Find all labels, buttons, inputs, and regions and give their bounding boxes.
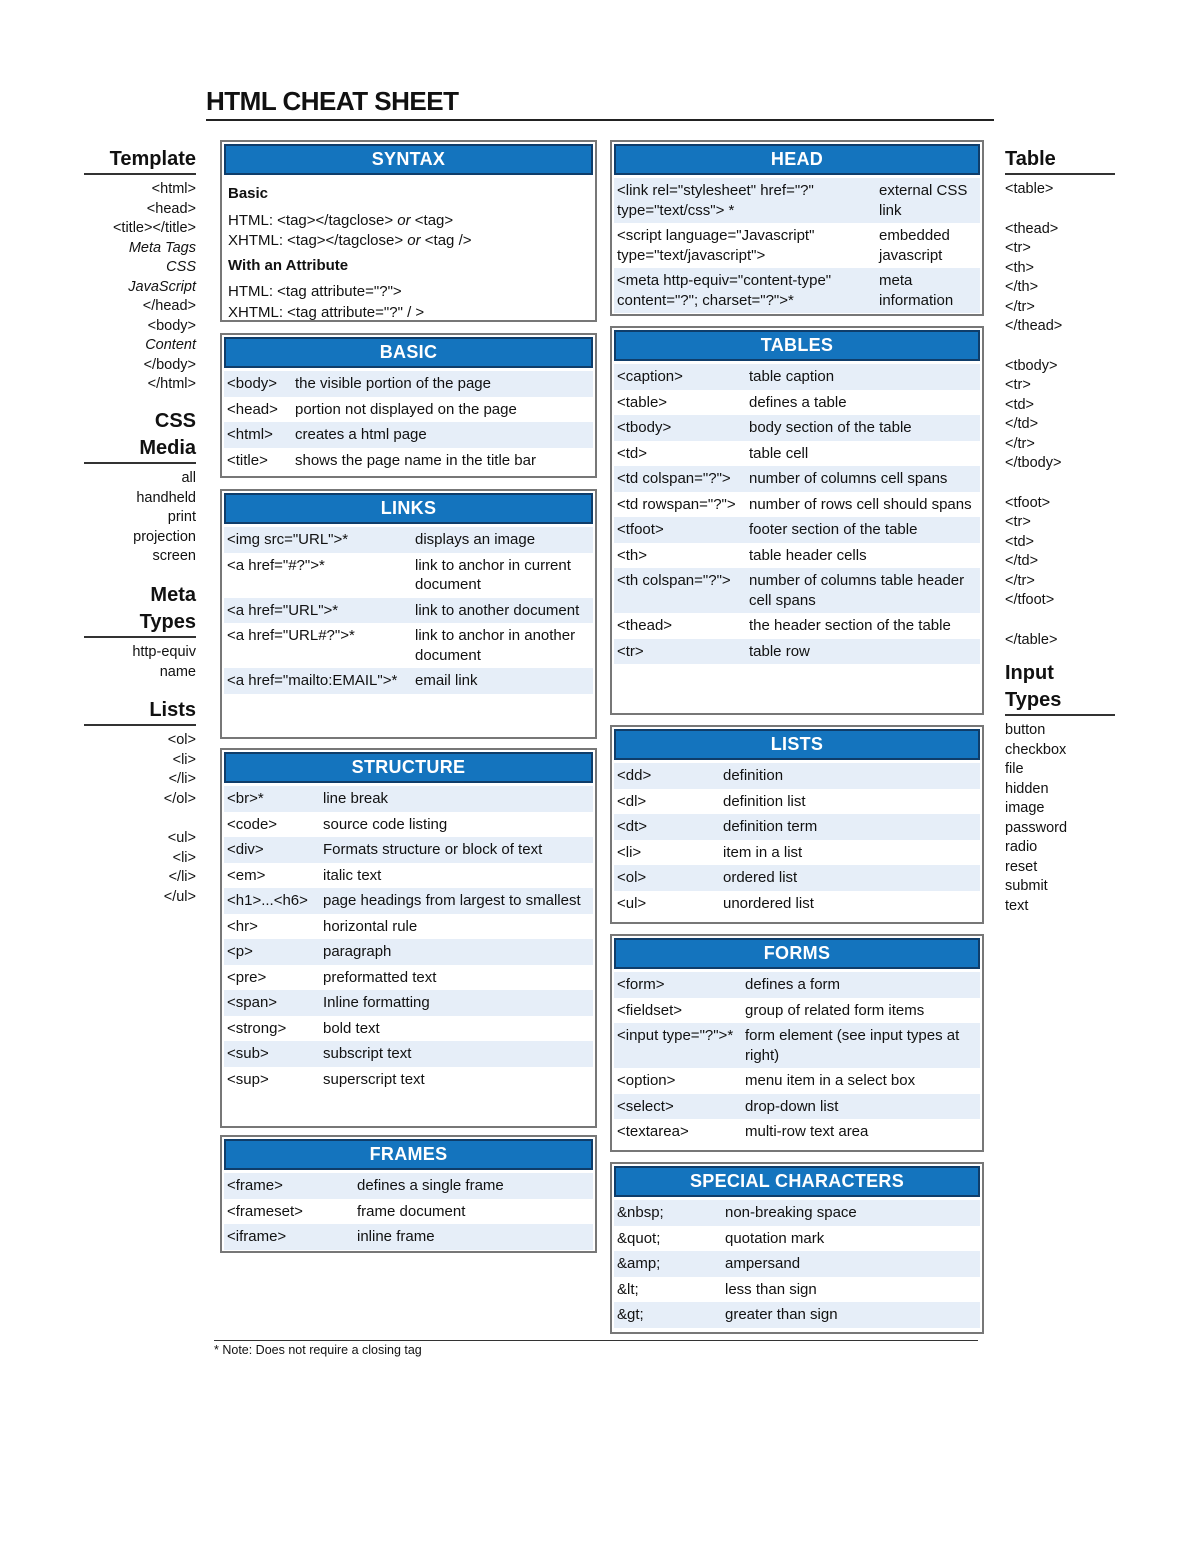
row-tag: <strong> [227,1019,287,1037]
row-tag: <img src="URL">* [227,531,349,548]
list-item: http-equiv [132,644,196,660]
table-row [614,1068,980,1094]
table-row [224,965,593,991]
row-description: subscript text [323,1045,412,1062]
table-row [224,812,593,838]
row-tag: <sup> [227,1070,269,1088]
table-row [224,553,593,598]
meta-types-heading-2: Types [84,609,196,638]
list-item: <tr> [1005,240,1031,256]
table-row [224,448,593,474]
row-description: source code listing [323,815,448,833]
row-tag: <table> [617,393,668,411]
row-description: horizontal rule [323,917,418,935]
meta-types-heading-1: Meta [150,584,196,606]
table-row [614,972,980,998]
row-description: creates a html page [295,426,427,443]
table-row [224,1041,593,1067]
row-tag: <th colspan="?"> [617,572,731,589]
list-item: password [1005,819,1068,836]
syntax-title: SYNTAX [224,144,593,175]
row-tag: <th> [617,546,648,564]
table-row [224,1199,593,1225]
list-item: <li> [172,751,196,768]
row-description: less than sign [725,1280,817,1298]
table-row [614,364,980,390]
list-item: <body> [147,317,196,334]
row-tag: <meta http-equiv="content-type" content="?"; charset="?">* [617,272,832,309]
table-row [614,1251,980,1277]
row-tag: <title> [227,451,268,469]
row-tag: <form> [617,976,665,993]
structure-title: STRUCTURE [224,752,593,783]
list-item: </body> [143,356,196,373]
list-item: </ol> [163,790,196,807]
table-row [614,865,980,891]
row-tag: <td colspan="?"> [617,470,731,487]
row-tag: <a href="#?">* [227,556,325,574]
list-item: <tr> [1005,377,1031,393]
list-item: </table> [1005,631,1058,648]
row-description: drop-down list [745,1097,839,1115]
row-description: email link [415,672,478,689]
table-row [614,492,980,518]
links-title: LINKS [224,493,593,524]
table-row [224,786,593,812]
row-tag: <html> [227,426,273,443]
row-description: link to another document [415,601,580,619]
table-row [614,1277,980,1303]
table-row [614,517,980,543]
row-tag: <textarea> [617,1123,689,1140]
table-row [614,390,980,416]
table-row [614,415,980,441]
structure-panel [220,748,597,1128]
row-tag: <tfoot> [617,521,664,538]
row-description: Formats structure or block of text [323,841,543,858]
list-item: </tfoot> [1005,592,1055,608]
list-item: print [167,509,196,525]
list-item: <html> [151,181,196,197]
input-types-heading-2: Types [1005,687,1115,716]
row-description: external CSS link [879,182,968,219]
list-item: Content [145,337,196,353]
list-item: </td> [1005,553,1039,569]
special-characters-panel [610,1162,984,1334]
table-row [614,891,980,917]
row-tag: <input type="?">* [617,1027,734,1044]
row-tag: &nbsp; [617,1204,664,1221]
list-item: <ul> [167,830,196,846]
row-description: table header cells [749,546,867,564]
syntax-basic-label: Basic [228,185,269,202]
list-item: submit [1005,878,1048,894]
row-tag: <dd> [617,767,652,784]
table-row [614,998,980,1024]
list-item: hidden [1005,780,1049,797]
row-description: number of columns table header cell spans [749,572,965,609]
list-item: </tbody> [1005,455,1062,471]
forms-title: FORMS [614,938,980,969]
row-description: item in a list [723,843,803,861]
list-item: <td> [1005,396,1035,413]
lists-title: LISTS [614,729,980,760]
list-item: </li> [168,869,196,885]
table-row [614,268,980,313]
list-item: </head> [142,298,196,314]
list-item: button [1005,722,1046,738]
row-tag: <code> [227,815,278,833]
list-item: </tr> [1005,298,1035,315]
syntax-html-line: HTML: <tag></tagclose> or <tag> [228,211,454,229]
list-item: <tfoot> [1005,494,1051,511]
row-description: page headings from largest to smallest [323,892,581,909]
row-tag: <fieldset> [617,1001,683,1019]
list-item: </thead> [1005,318,1063,334]
css-media-heading-2: Media [84,435,196,464]
list-item: </tr> [1005,435,1035,452]
row-tag: <head> [227,400,278,418]
row-description: superscript text [323,1070,425,1088]
row-description: link to anchor in another document [415,627,576,664]
lists-heading: Lists [84,697,196,726]
tables-title: TABLES [614,330,980,361]
table-row [224,837,593,863]
list-item: <title></title> [112,220,196,236]
table-row [614,441,980,467]
row-description: number of rows cell should spans [749,495,972,513]
page-title: HTML CHEAT SHEET [206,86,994,121]
input-types-list [1005,660,1115,916]
table-row [614,814,980,840]
table-row [224,939,593,965]
row-tag: <ol> [617,869,647,886]
syntax-panel [220,140,597,322]
row-tag: &amp; [617,1255,661,1272]
table-row [614,613,980,639]
row-tag: <a href="mailto:EMAIL">* [227,672,398,689]
row-tag: <td> [617,444,648,462]
table-row [614,1302,980,1328]
list-item: <table> [1005,181,1054,197]
list-item: name [159,663,196,680]
table-row [224,1067,593,1093]
row-tag: <td rowspan="?"> [617,495,736,513]
row-tag: <br>* [227,790,264,807]
list-item: handheld [136,489,196,506]
row-description: definition [723,767,784,784]
css-media-heading-1: CSS [154,410,196,432]
head-title: HEAD [614,144,980,175]
frames-panel [220,1135,597,1253]
row-tag: <body> [227,375,278,392]
table-row [224,422,593,448]
tables-panel [610,326,984,715]
row-tag: <iframe> [227,1228,287,1245]
row-tag: <tbody> [617,419,672,436]
row-description: table caption [749,368,835,385]
list-item: <ol> [167,732,196,748]
table-heading: Table [1005,146,1115,175]
row-tag: <p> [227,943,253,960]
links-panel [220,489,597,739]
row-description: defines a table [749,393,847,411]
table-tags-list [1005,146,1115,650]
row-description: line break [323,790,389,807]
list-item: <tbody> [1005,357,1058,374]
table-row [614,1200,980,1226]
row-description: preformatted text [323,968,437,986]
syntax-xhtml-line: XHTML: <tag></tagclose> or <tag /> [228,232,472,249]
special-characters-title: SPECIAL CHARACTERS [614,1166,980,1197]
row-description: defines a single frame [357,1177,504,1194]
row-description: link to anchor in current document [415,556,571,593]
list-item: <li> [172,849,196,866]
table-row [224,863,593,889]
table-row [224,1224,593,1250]
list-item: </ul> [163,888,196,905]
row-description: displays an image [415,531,536,548]
table-row [614,1119,980,1145]
row-tag: <a href="URL#?">* [227,627,355,644]
row-tag: &gt; [617,1306,644,1323]
row-tag: <caption> [617,368,683,385]
row-tag: <div> [227,841,264,858]
frames-title: FRAMES [224,1139,593,1170]
table-row [614,789,980,815]
row-tag: &lt; [617,1280,639,1298]
row-description: Inline formatting [323,994,430,1011]
row-description: the visible portion of the page [295,375,491,392]
row-description: menu item in a select box [745,1072,916,1089]
template-list [84,146,196,395]
list-item: </li> [168,771,196,787]
row-description: inline frame [357,1228,435,1245]
list-item: radio [1005,839,1038,855]
row-tag: <tr> [617,642,644,660]
row-description: embedded javascript [879,227,950,264]
row-description: table cell [749,444,809,462]
row-description: number of columns cell spans [749,470,948,487]
template-heading: Template [84,146,196,175]
row-description: definition list [723,792,806,810]
table-row [614,1226,980,1252]
table-row [224,1173,593,1199]
table-row [614,223,980,268]
row-description: footer section of the table [749,521,918,538]
table-row [224,888,593,914]
table-row [224,397,593,423]
forms-panel [610,934,984,1152]
list-item: reset [1005,858,1038,875]
list-item: </tr> [1005,572,1035,589]
row-description: group of related form items [745,1001,925,1019]
list-item: image [1005,800,1045,816]
row-description: quotation mark [725,1229,825,1247]
row-tag: <link rel="stylesheet" href="?" type="text/css"> * [617,182,814,219]
row-tag: <ul> [617,894,647,912]
row-tag: <script language="Javascript" type="text/javascript"> [617,227,815,264]
basic-panel [220,333,597,478]
row-description: multi-row text area [745,1123,869,1140]
list-item: projection [133,528,196,545]
row-tag: <span> [227,994,278,1011]
row-tag: <a href="URL">* [227,601,339,619]
head-panel [610,140,984,316]
row-description: the header section of the table [749,617,951,634]
table-row [224,527,593,553]
list-item: <thead> [1005,220,1059,237]
row-tag: <frameset> [227,1202,303,1220]
row-tag: <frame> [227,1177,283,1194]
list-item: CSS [166,259,196,275]
table-row [614,568,980,613]
table-row [224,598,593,624]
list-item: <tr> [1005,514,1031,530]
row-description: unordered list [723,894,814,912]
basic-title: BASIC [224,337,593,368]
row-tag: <select> [617,1097,674,1115]
table-row [614,840,980,866]
list-item: <head> [146,200,196,217]
row-tag: <li> [617,843,642,861]
list-item: text [1005,897,1029,914]
row-description: form element (see input types at right) [745,1027,960,1064]
css-media-list [84,408,196,567]
row-description: shows the page name in the title bar [295,451,536,469]
table-row [224,914,593,940]
table-row [614,466,980,492]
row-description: table row [749,642,810,660]
table-row [614,178,980,223]
list-item: </th> [1005,279,1039,295]
list-item: file [1005,761,1024,777]
row-description: italic text [323,866,382,884]
row-description: bold text [323,1019,380,1037]
table-row [614,1023,980,1068]
row-description: frame document [357,1202,466,1220]
list-item: Meta Tags [128,239,196,256]
row-tag: <dt> [617,818,648,835]
table-row [224,623,593,668]
list-item: </html> [147,376,196,392]
row-description: ampersand [725,1255,801,1272]
list-item: <td> [1005,533,1035,550]
row-description: defines a form [745,976,841,993]
table-row [614,1094,980,1120]
footnote: * Note: Does not require a closing tag [214,1340,978,1357]
row-description: greater than sign [725,1306,838,1323]
row-tag: <h1>...<h6> [227,892,308,909]
syntax-html-attr: HTML: <tag attribute="?"> [228,283,402,300]
row-description: portion not displayed on the page [295,400,517,418]
syntax-attr-label: With an Attribute [228,256,349,274]
table-row [224,371,593,397]
list-item: </td> [1005,416,1039,432]
row-description: paragraph [323,943,392,960]
table-row [614,763,980,789]
table-row [614,543,980,569]
row-description: definition term [723,818,818,835]
row-tag: <sub> [227,1045,269,1062]
row-tag: &quot; [617,1229,661,1247]
lists-list [84,697,196,907]
row-tag: <pre> [227,968,267,986]
list-item: checkbox [1005,741,1067,758]
input-types-heading-1: Input [1005,662,1054,684]
table-row [614,639,980,665]
row-description: non-breaking space [725,1204,857,1221]
row-tag: <option> [617,1072,676,1089]
table-row [224,668,593,694]
row-tag: <thead> [617,617,673,634]
list-item: JavaScript [128,278,196,295]
row-tag: <em> [227,866,266,884]
table-row [224,1016,593,1042]
row-description: body section of the table [749,419,912,436]
table-row [224,990,593,1016]
row-tag: <dl> [617,792,647,810]
syntax-xhtml-attr: XHTML: <tag attribute="?" / > [228,303,425,321]
row-description: ordered list [723,869,798,886]
list-item: all [181,470,196,486]
row-tag: <hr> [227,917,258,935]
meta-types-list [84,582,196,682]
list-item: <th> [1005,259,1035,276]
row-description: meta information [879,272,954,309]
lists-panel [610,725,984,924]
list-item: screen [152,548,196,564]
